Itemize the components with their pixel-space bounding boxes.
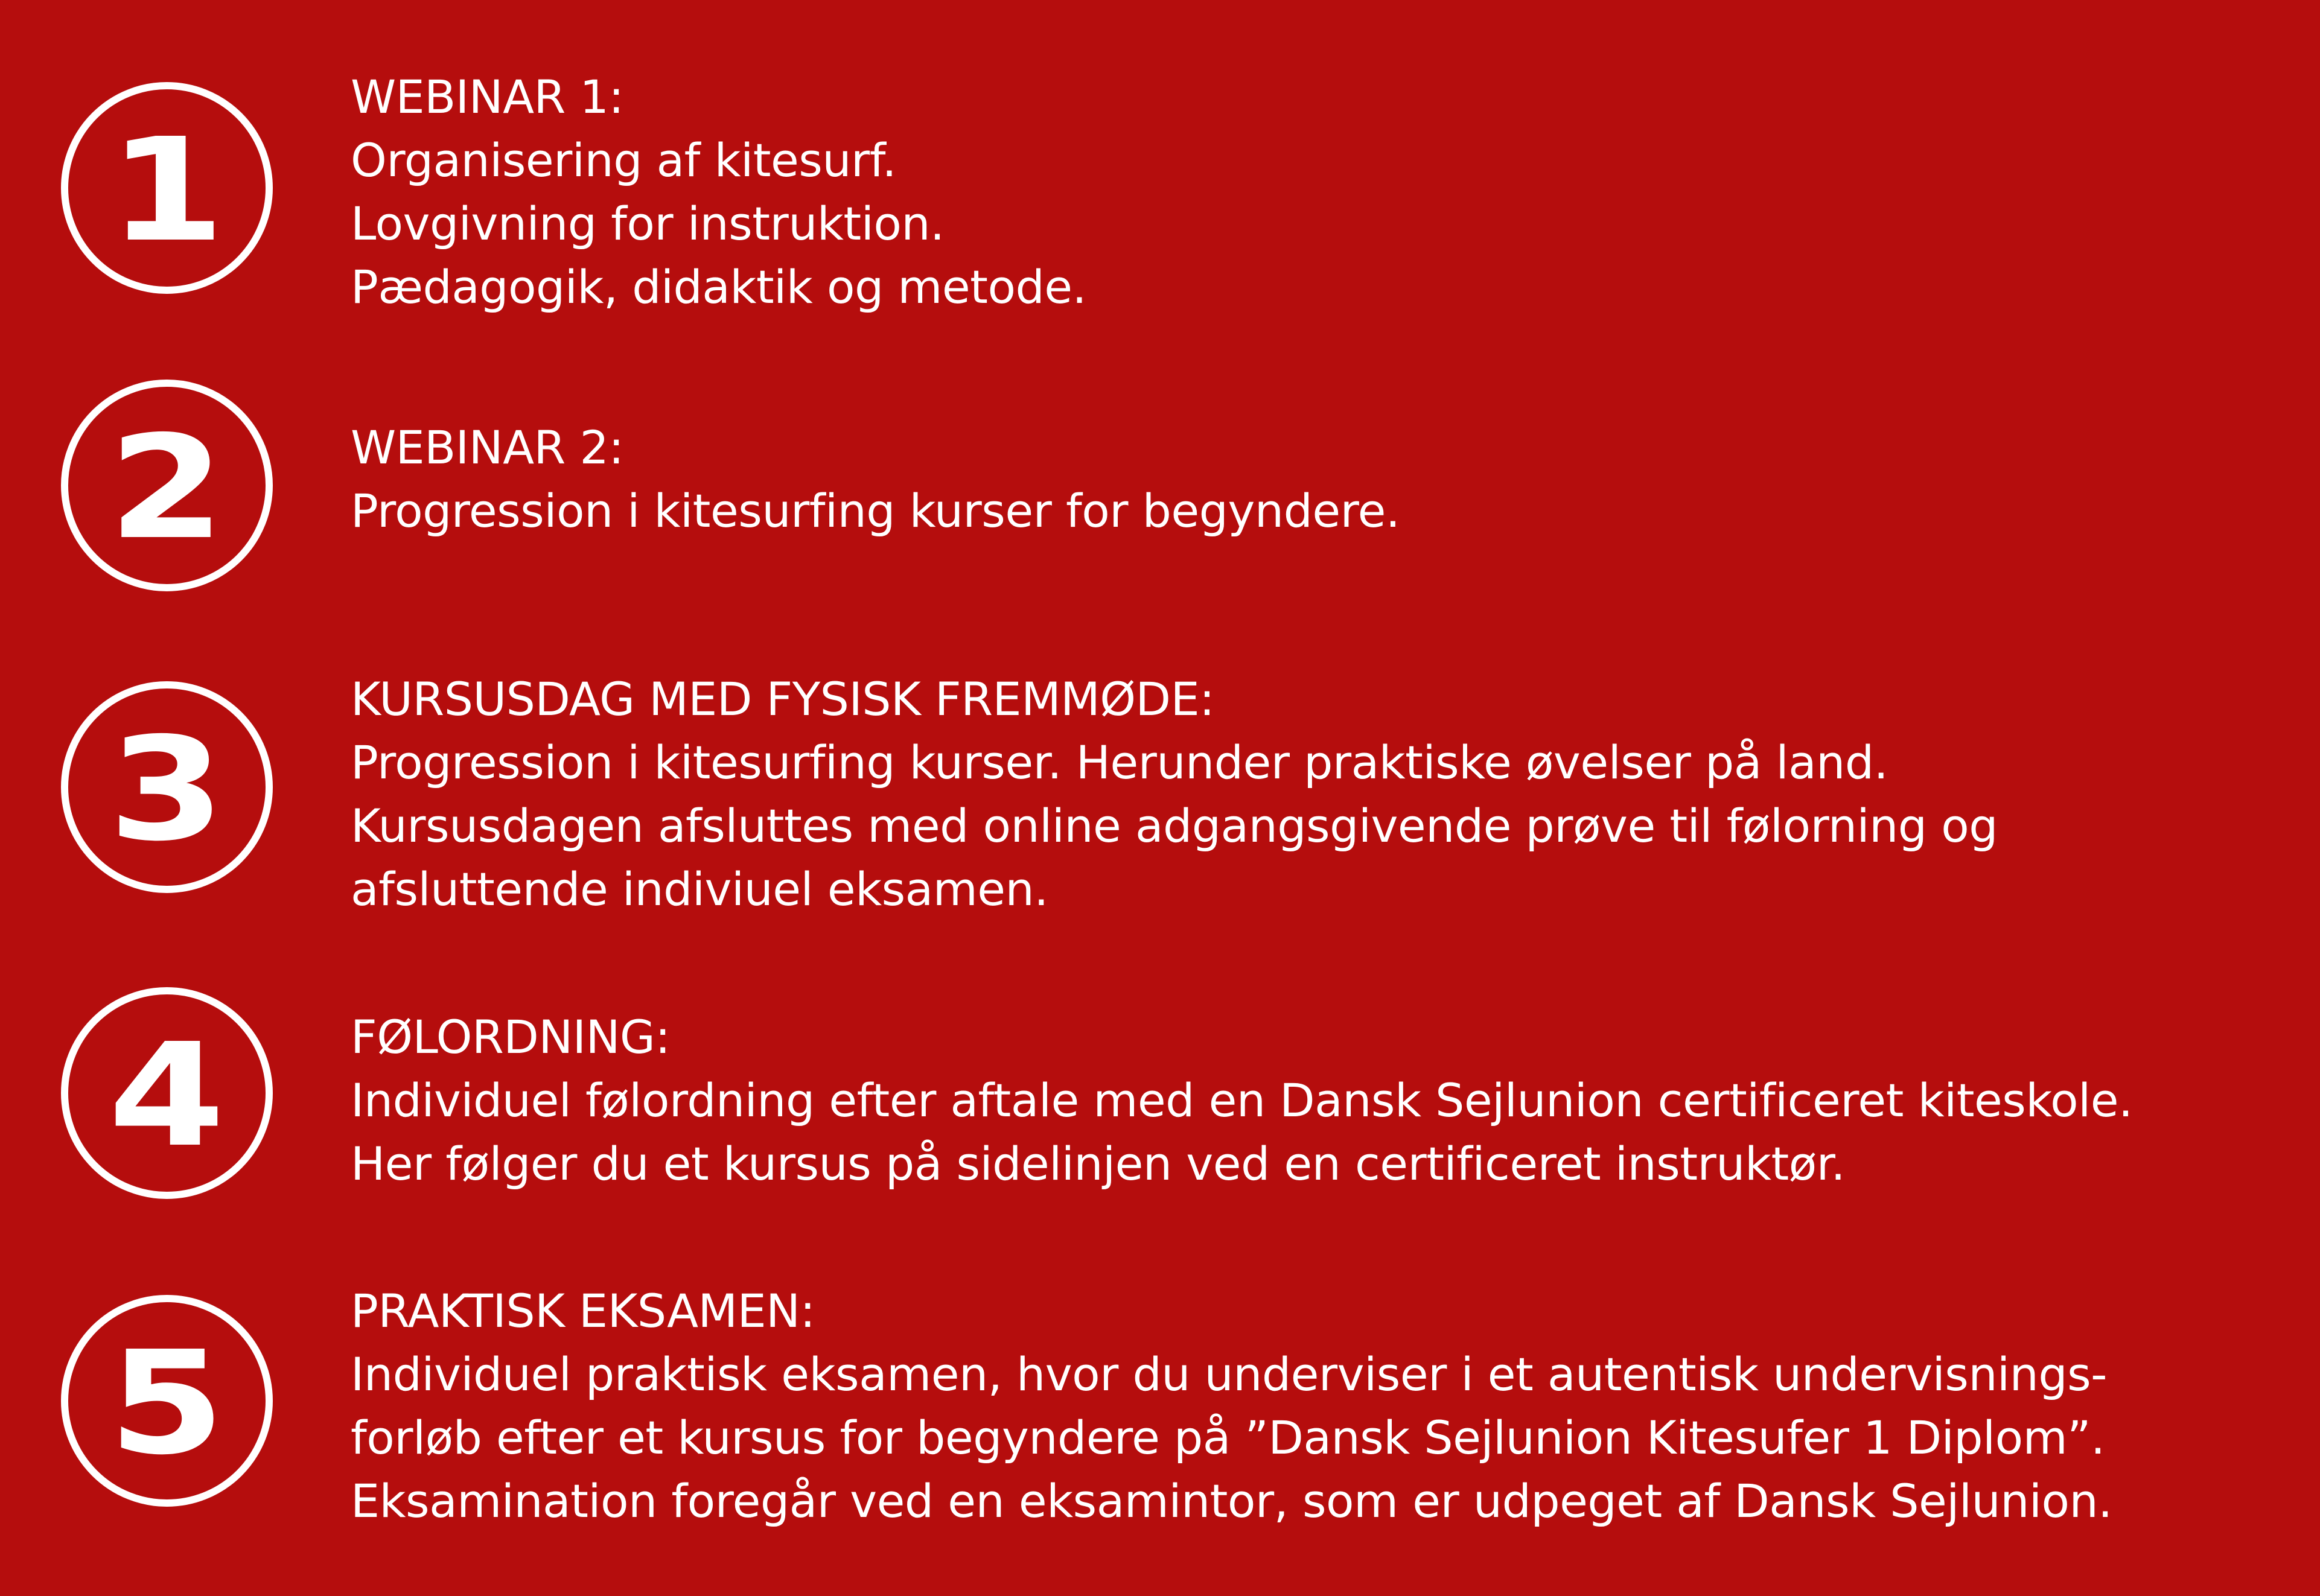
step-text [351, 1005, 2282, 1195]
step-heading: WEBINAR 2: [351, 421, 624, 474]
step-line: Individuel praktisk eksamen, hvor du underviser i et autentisk undervisnings- [351, 1347, 2108, 1401]
step-number-badge [61, 681, 273, 893]
step-text [351, 65, 2282, 319]
step-line: Her følger du et kursus på sidelinjen ved en certificeret instruktør. [351, 1137, 1846, 1191]
step-line: Pædagogik, didaktik og metode. [351, 260, 1087, 314]
step-number-badge [61, 987, 273, 1199]
step-number-badge [61, 380, 273, 591]
step-line: Kursusdagen afsluttes med online adgangsgivende prøve til følorning og [351, 799, 1998, 853]
step-line: Individuel følordning efter aftale med en Dansk Sejlunion certificeret kiteskole. [351, 1073, 2133, 1127]
step-number: 1 [108, 107, 226, 273]
step-heading: WEBINAR 1: [351, 70, 624, 124]
step-number: 2 [108, 404, 226, 571]
step-heading: FØLORDNING: [351, 1010, 671, 1064]
step-line: Organisering af kitesurf. [351, 133, 897, 187]
step-line: forløb efter et kursus for begyndere på ”Dansk Sejlunion Kitesufer 1 Diplom”. [351, 1411, 2105, 1464]
step-line: afsluttende indiviuel eksamen. [351, 862, 1048, 916]
step-text [351, 667, 2282, 921]
step-line: Eksamination foregår ved en eksamintor, som er udpeget af Dansk Sejlunion. [351, 1474, 2112, 1528]
step-number: 4 [108, 1012, 226, 1178]
step-text [351, 416, 2282, 542]
step-text [351, 1279, 2282, 1533]
step-number-badge [61, 1295, 273, 1507]
step-heading: KURSUSDAG MED FYSISK FREMMØDE: [351, 672, 1215, 726]
step-line: Lovgivning for instruktion. [351, 197, 945, 250]
step-number-badge [61, 82, 273, 294]
step-line: Progression i kitesurfing kurser for begyndere. [351, 484, 1400, 538]
step-line: Progression i kitesurfing kurser. Herunder praktiske øvelser på land. [351, 736, 1888, 789]
step-number: 5 [108, 1320, 226, 1486]
step-heading: PRAKTISK EKSAMEN: [351, 1284, 815, 1338]
step-number: 3 [108, 706, 226, 873]
